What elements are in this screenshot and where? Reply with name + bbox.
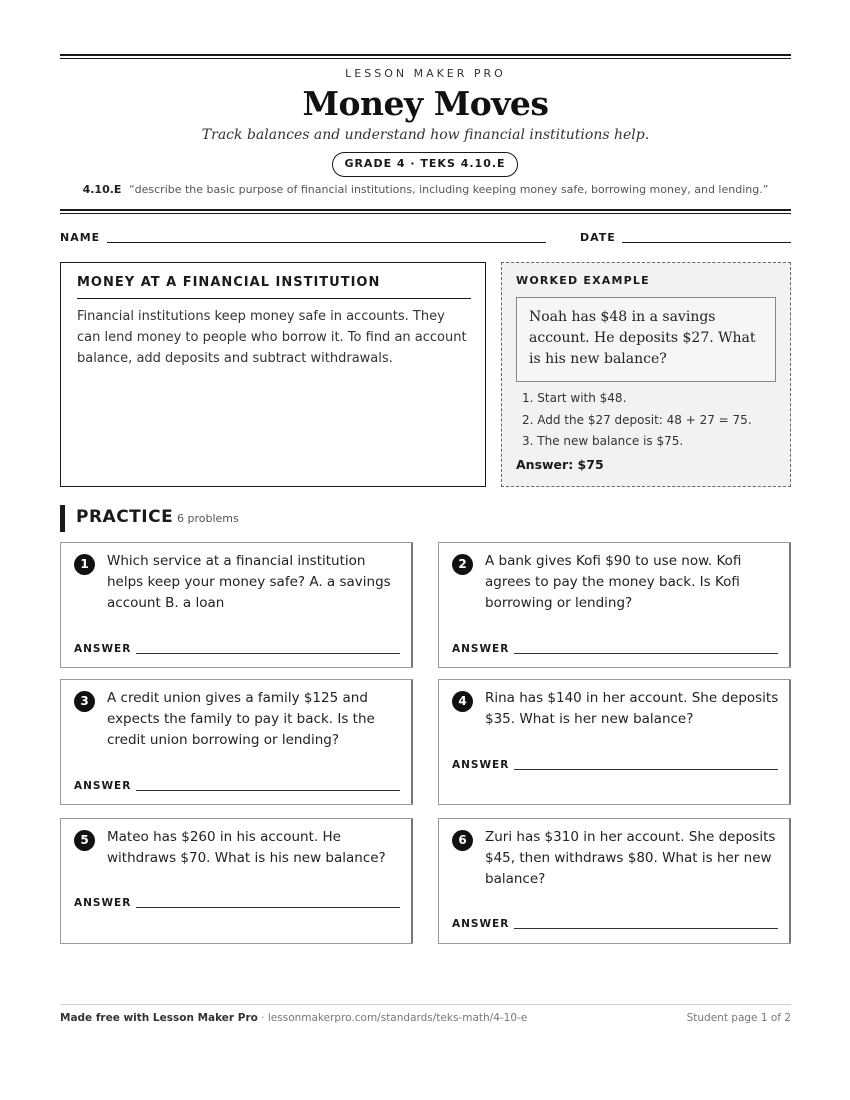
problem-number: 4 — [452, 691, 473, 712]
problem-card — [60, 679, 413, 805]
answer-label: ANSWER — [452, 643, 510, 655]
answer-label: ANSWER — [74, 780, 132, 792]
answer-label: ANSWER — [74, 643, 132, 655]
answer-field[interactable] — [136, 907, 400, 908]
page-title: Money Moves — [302, 84, 549, 123]
answer-field[interactable] — [514, 928, 778, 929]
brand-name: LESSON MAKER PRO — [345, 67, 506, 80]
info-heading: MONEY AT A FINANCIAL INSTITUTION — [77, 275, 471, 299]
answer-label: ANSWER — [74, 897, 132, 909]
problem-card — [60, 818, 413, 944]
problem-card — [438, 818, 791, 944]
worked-example-box — [501, 262, 791, 487]
answer-field[interactable] — [514, 769, 778, 770]
problem-number: 1 — [74, 554, 95, 575]
page-subtitle: Track balances and understand how financial institutions help. — [201, 127, 650, 143]
problem-card — [438, 679, 791, 805]
answer-field[interactable] — [136, 790, 400, 791]
standard-description — [60, 183, 791, 196]
footer-separator: · — [261, 1012, 265, 1024]
problem-text: Zuri has $310 in her account. She deposits $45, then withdraws $80. What is her new balance? — [485, 829, 776, 887]
problem-text: Mateo has $260 in his account. He withdraws $70. What is his new balance? — [107, 829, 386, 866]
worked-step: 3. The new balance is $75. — [522, 434, 684, 448]
info-box — [60, 262, 486, 487]
answer-field[interactable] — [514, 653, 778, 654]
name-field[interactable] — [107, 242, 546, 243]
footer-made-by: Made free with Lesson Maker Pro — [60, 1012, 258, 1024]
problem-number: 3 — [74, 691, 95, 712]
footer-credit — [60, 1012, 527, 1024]
date-field[interactable] — [622, 242, 791, 243]
problem-card — [438, 542, 791, 668]
footer-url[interactable]: lessonmakerpro.com/standards/teks-math/4-10-e — [267, 1012, 528, 1024]
worked-step: 2. Add the $27 deposit: 48 + 27 = 75. — [522, 412, 752, 427]
worksheet-page — [60, 0, 791, 1100]
worked-example-heading: WORKED EXAMPLE — [516, 274, 650, 287]
practice-accent-bar — [60, 505, 65, 532]
problem-number: 5 — [74, 830, 95, 851]
standard-text: “describe the basic purpose of financial institutions, including keeping money safe, borrowing money, and lending.” — [128, 183, 769, 196]
date-label: DATE — [580, 231, 616, 244]
info-body: Financial institutions keep money safe in accounts. They can lend money to people who borrow it. To find an account balance, add deposits and subtract withdrawals. — [77, 309, 467, 366]
answer-label: ANSWER — [452, 759, 510, 771]
answer-label: ANSWER — [452, 918, 510, 930]
worked-example-problem: Noah has $48 in a savings account. He deposits $27. What is his new balance? — [516, 297, 776, 382]
standard-code: 4.10.E — [82, 183, 122, 196]
header-bottom-rule — [60, 209, 791, 214]
problem-card — [60, 542, 413, 668]
worked-step: 1. Start with $48. — [522, 391, 627, 405]
problem-number: 6 — [452, 830, 473, 851]
top-rule — [60, 54, 791, 59]
worked-example-answer: Answer: $75 — [516, 457, 604, 472]
footer-page-number: Student page 1 of 2 — [686, 1012, 791, 1024]
problem-text: A bank gives Kofi $90 to use now. Kofi agrees to pay the money back. Is Kofi borrowing or lending? — [485, 553, 742, 611]
practice-heading: PRACTICE — [76, 507, 174, 527]
problem-text: Rina has $140 in her account. She deposits $35. What is her new balance? — [485, 690, 779, 727]
problem-number: 2 — [452, 554, 473, 575]
problem-text: Which service at a financial institution helps keep your money safe? A. a savings account B. a loan — [107, 553, 391, 611]
practice-count: 6 problems — [177, 512, 239, 525]
grade-badge: GRADE 4 · TEKS 4.10.E — [332, 152, 518, 177]
problem-text: A credit union gives a family $125 and expects the family to pay it back. Is the credit union borrowing or lending? — [107, 690, 375, 748]
footer-divider — [60, 1004, 791, 1005]
answer-field[interactable] — [136, 653, 400, 654]
name-label: NAME — [60, 231, 101, 244]
worked-example-steps — [522, 388, 752, 453]
